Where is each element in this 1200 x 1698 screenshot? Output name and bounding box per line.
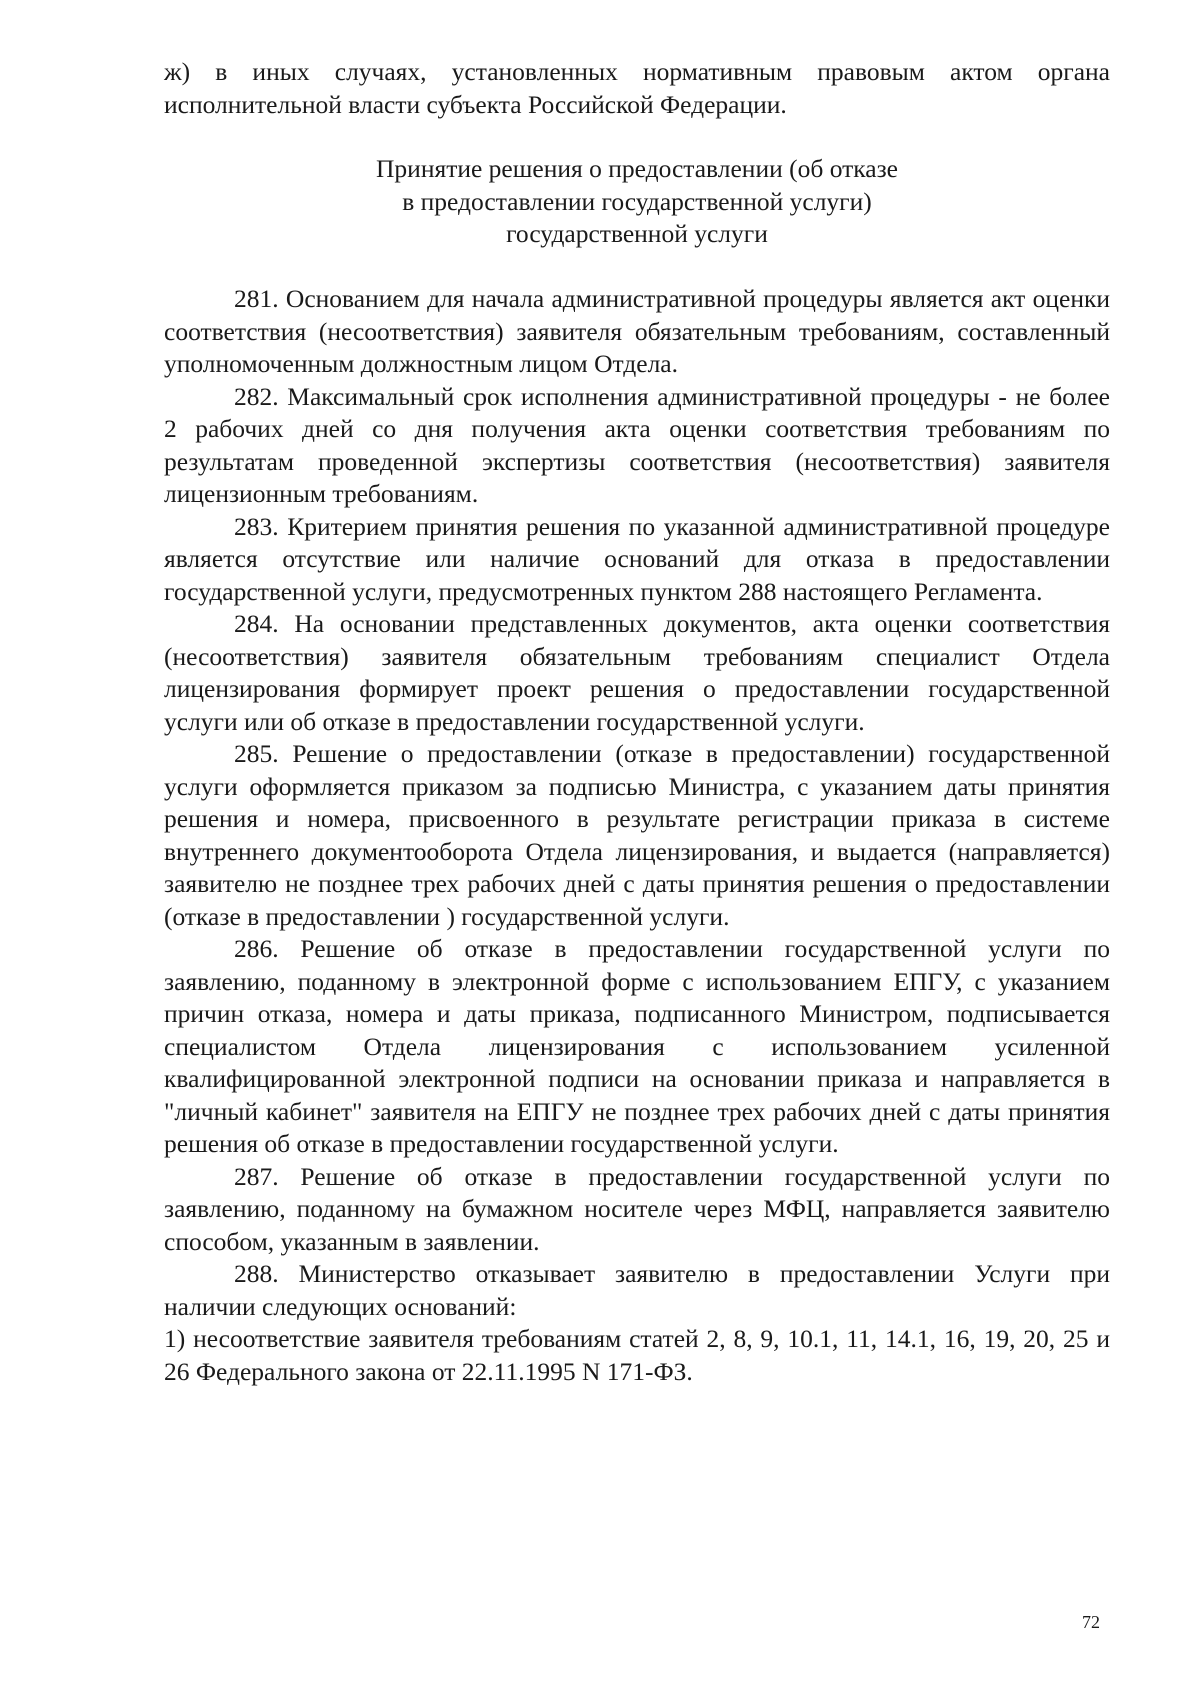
page-number: 72: [1082, 1612, 1100, 1632]
section-heading: [164, 153, 1110, 251]
paragraph-287: 287. Решение об отказе в предоставлении государственной услуги по заявлению, поданному на бумажном носителе через МФЦ, направляется заявителю способом, указанным в заявлении.: [164, 1161, 1110, 1256]
paragraph-286: 286. Решение об отказе в предоставлении государственной услуги по заявлению, поданному в электронной форме с использованием ЕПГУ, с указанием причин отказа, номера и даты приказа, подписанного Министром, подписывается специалистом Отдела лицензирования с использованием усиленной квалифицированной электронной подписи на основании приказа и направляется в "личный кабинет" заявителя на ЕПГУ не позднее трех рабочих дней с даты принятия решения об отказе в предоставлении государственной услуги.: [164, 934, 1110, 1158]
paragraph-282: 282. Максимальный срок исполнения административной процедуры - не более 2 рабочих дней со дня получения акта оценки соответствия требованиям по результатам проведенной экспертизы соответствия (несоответствия) заявителя лицензионным требованиям.: [164, 381, 1110, 508]
paragraph-285: 285. Решение о предоставлении (отказе в предоставлении) государственной услуги оформляется приказом за подписью Министра, с указанием даты принятия решения и номера, присвоенного в результате регистрации приказа в системе внутреннего документооборота Отдела лицензирования, и выдается (направляется) заявителю не позднее трех рабочих дней с даты принятия решения о предоставлении (отказе в предоставлении ) государственной услуги.: [164, 739, 1110, 931]
section-heading-line: в предоставлении государственной услуги): [402, 186, 872, 216]
paragraph-281: 281. Основанием для начала административной процедуры является акт оценки соответствия (несоответствия) заявителя обязательным требованиям, составленный уполномоченным должностным лицом Отдела.: [164, 284, 1110, 378]
section-heading-line: Принятие решения о предоставлении (об отказе: [376, 154, 898, 183]
paragraph-283: 283. Критерием принятия решения по указанной административной процедуре является отсутствие или наличие оснований для отказа в предоставлении государственной услуги, предусмотренных пунктом 288 настоящего Регламента.: [164, 511, 1110, 606]
list-item-1: 1) несоответствие заявителя требованиям статей 2, 8, 9, 10.1, 11, 14.1, 16, 19, 20, 25 и 26 Федерального закона от 22.11.1995 N 171-ФЗ.: [164, 1324, 1110, 1386]
intro-block: [164, 56, 1110, 121]
paragraph-288: 288. Министерство отказывает заявителю в предоставлении Услуги при наличии следующих оснований:: [164, 1259, 1110, 1321]
section-heading-line: государственной услуги: [506, 219, 768, 248]
paragraph-284: 284. На основании представленных документов, акта оценки соответствия (несоответствия) заявителя обязательным требованиям специалист Отдела лицензирования формирует проект решения о предоставлении государственной услуги или об отказе в предоставлении государственной услуги.: [164, 609, 1110, 736]
intro-paragraph: ж) в иных случаях, установленных нормативным правовым актом органа исполнительной власти субъекта Российской Федерации.: [164, 57, 1110, 119]
body-text: [164, 283, 1110, 1388]
